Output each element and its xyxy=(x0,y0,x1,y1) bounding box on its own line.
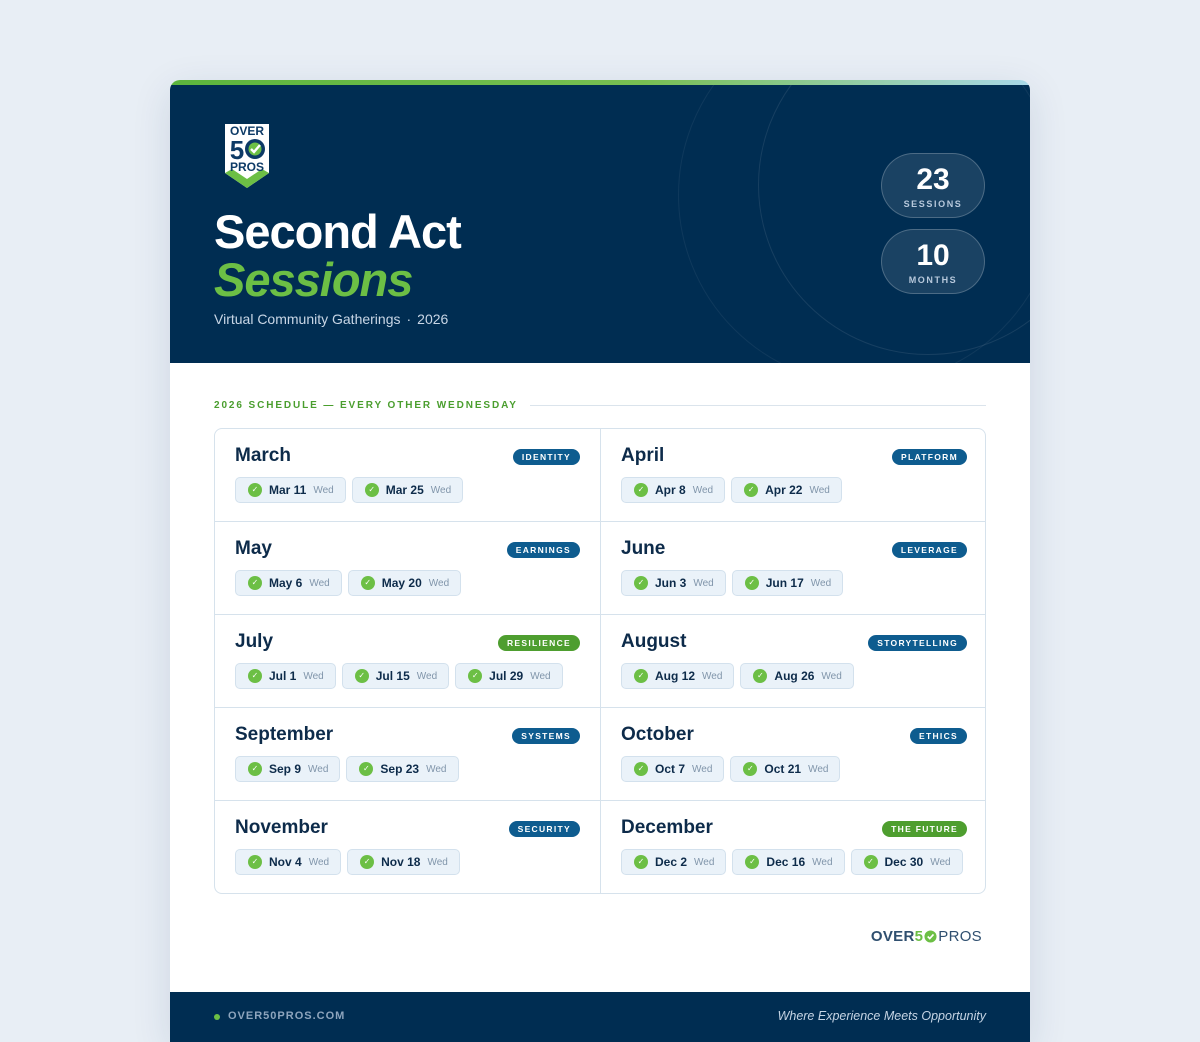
footer-dot-icon xyxy=(214,1014,220,1020)
brand-five: 5 xyxy=(914,928,924,945)
session-list xyxy=(235,663,563,689)
session-date: Sep 9 xyxy=(269,762,302,776)
check-icon: ✓ xyxy=(744,483,758,497)
month-name: July xyxy=(235,631,274,652)
page-title-line1: Second Act xyxy=(214,205,461,258)
check-icon: ✓ xyxy=(248,576,262,590)
session-chip[interactable] xyxy=(235,477,346,503)
session-chip[interactable] xyxy=(732,849,844,875)
session-chip[interactable] xyxy=(347,849,460,875)
session-date: Nov 4 xyxy=(269,855,302,869)
check-icon: ✓ xyxy=(743,762,757,776)
theme-tag: RESILIENCE xyxy=(498,635,580,651)
check-icon: ✓ xyxy=(248,855,262,869)
theme-tag: SECURITY xyxy=(509,821,580,837)
session-weekday: Wed xyxy=(930,856,951,868)
session-date: Jun 3 xyxy=(655,576,687,590)
month-name: August xyxy=(621,631,687,652)
session-list xyxy=(235,570,461,596)
footer xyxy=(170,992,1030,1042)
session-date: Jul 29 xyxy=(489,669,524,683)
session-chip[interactable] xyxy=(621,477,725,503)
month-name: March xyxy=(235,445,291,466)
month-card-april xyxy=(601,429,986,522)
session-chip[interactable] xyxy=(731,477,842,503)
session-weekday: Wed xyxy=(694,856,715,868)
session-weekday: Wed xyxy=(313,484,334,496)
check-icon: ✓ xyxy=(745,855,759,869)
session-chip[interactable] xyxy=(342,663,449,689)
theme-tag: STORYTELLING xyxy=(868,635,967,651)
theme-tag: PLATFORM xyxy=(892,449,967,465)
session-chip[interactable] xyxy=(346,756,458,782)
session-date: Apr 22 xyxy=(765,483,803,497)
month-card-december xyxy=(601,801,986,894)
session-weekday: Wed xyxy=(308,763,329,775)
session-weekday: Wed xyxy=(810,577,832,589)
logo-pros-text: PROS xyxy=(229,160,265,174)
footer-tagline: Where Experience Meets Opportunity xyxy=(777,1009,986,1023)
check-icon: ✓ xyxy=(248,762,262,776)
session-date: Sep 23 xyxy=(380,762,420,776)
session-weekday: Wed xyxy=(308,856,330,868)
month-card-may xyxy=(215,522,601,615)
check-icon: ✓ xyxy=(248,483,262,497)
session-weekday: Wed xyxy=(428,577,450,589)
decorative-ring xyxy=(678,85,1030,363)
stat-months xyxy=(881,229,985,294)
session-chip[interactable] xyxy=(730,756,840,782)
session-weekday: Wed xyxy=(808,763,829,775)
subtitle-text: Virtual Community Gatherings xyxy=(214,311,401,327)
session-date: Mar 25 xyxy=(385,483,424,497)
theme-tag: SYSTEMS xyxy=(512,728,580,744)
month-name: November xyxy=(235,817,328,838)
session-weekday: Wed xyxy=(426,763,447,775)
session-weekday: Wed xyxy=(303,670,324,682)
month-card-october xyxy=(601,708,986,801)
check-icon: ✓ xyxy=(634,576,648,590)
hero-header xyxy=(170,85,1030,363)
check-icon: ✓ xyxy=(745,576,759,590)
stat-months-value: 10 xyxy=(916,239,950,272)
theme-tag: EARNINGS xyxy=(507,542,580,558)
session-weekday: Wed xyxy=(309,577,330,589)
over50pros-logo xyxy=(222,121,272,191)
logo-five-text: 5 xyxy=(229,135,245,165)
session-date: Dec 30 xyxy=(884,855,924,869)
session-weekday: Wed xyxy=(416,670,438,682)
session-date: Apr 8 xyxy=(655,483,686,497)
check-icon: ✓ xyxy=(365,483,379,497)
session-weekday: Wed xyxy=(692,763,713,775)
session-date: Aug 12 xyxy=(655,669,696,683)
stat-sessions-label: SESSIONS xyxy=(903,199,963,209)
check-icon: ✓ xyxy=(634,855,648,869)
month-card-june xyxy=(601,522,986,615)
heading-divider xyxy=(530,405,986,406)
logo-over-text: OVER xyxy=(229,124,265,138)
session-list xyxy=(235,477,463,503)
check-icon: ✓ xyxy=(634,483,648,497)
stat-months-label: MONTHS xyxy=(908,275,958,285)
session-chip[interactable] xyxy=(732,570,843,596)
check-icon: ✓ xyxy=(360,855,374,869)
month-card-july xyxy=(215,615,601,708)
session-date: Dec 2 xyxy=(655,855,688,869)
session-date: Aug 26 xyxy=(774,669,815,683)
page-title-line2: Sessions xyxy=(214,253,413,306)
session-chip[interactable] xyxy=(621,756,724,782)
session-weekday: Wed xyxy=(530,670,551,682)
session-chip[interactable] xyxy=(348,570,461,596)
check-icon: ✓ xyxy=(248,669,262,683)
subtitle-separator: · xyxy=(406,311,412,327)
session-chip[interactable] xyxy=(851,849,963,875)
subtitle-year: 2026 xyxy=(417,311,449,327)
session-date: Jul 15 xyxy=(375,669,410,683)
session-weekday: Wed xyxy=(692,484,714,496)
session-list xyxy=(621,663,854,689)
session-list xyxy=(621,849,963,875)
theme-tag: IDENTITY xyxy=(513,449,580,465)
brand-mark xyxy=(871,928,982,945)
month-grid xyxy=(214,428,986,894)
session-list xyxy=(621,477,842,503)
session-weekday: Wed xyxy=(821,670,842,682)
stat-sessions-value: 23 xyxy=(916,163,950,196)
month-card-march xyxy=(215,429,601,522)
session-chip[interactable] xyxy=(235,756,340,782)
session-list xyxy=(621,570,843,596)
month-name: April xyxy=(621,445,665,466)
session-list xyxy=(235,756,459,782)
session-date: Mar 11 xyxy=(269,483,307,497)
check-icon: ✓ xyxy=(753,669,767,683)
month-name: December xyxy=(621,817,713,838)
month-card-september xyxy=(215,708,601,801)
schedule-heading-text: 2026 SCHEDULE — EVERY OTHER WEDNESDAY xyxy=(214,399,518,411)
session-list xyxy=(235,849,460,875)
month-name: June xyxy=(621,538,666,559)
month-name: October xyxy=(621,724,694,745)
check-icon: ✓ xyxy=(361,576,375,590)
session-date: Jul 1 xyxy=(269,669,297,683)
theme-tag: LEVERAGE xyxy=(892,542,967,558)
session-chip[interactable] xyxy=(740,663,853,689)
stat-sessions xyxy=(881,153,985,218)
page-subtitle xyxy=(214,311,448,327)
session-chip[interactable] xyxy=(621,570,726,596)
schedule-heading xyxy=(214,398,986,412)
check-icon: ✓ xyxy=(864,855,878,869)
check-icon: ✓ xyxy=(468,669,482,683)
session-date: May 6 xyxy=(269,576,303,590)
month-card-november xyxy=(215,801,601,894)
session-weekday: Wed xyxy=(430,484,452,496)
session-weekday: Wed xyxy=(812,856,833,868)
session-list xyxy=(621,756,840,782)
session-weekday: Wed xyxy=(427,856,448,868)
month-name: September xyxy=(235,724,334,745)
check-icon: ✓ xyxy=(355,669,369,683)
session-date: Dec 16 xyxy=(766,855,806,869)
session-chip[interactable] xyxy=(235,849,341,875)
session-date: May 20 xyxy=(381,576,422,590)
brand-pros: PROS xyxy=(938,928,982,945)
session-chip[interactable] xyxy=(235,663,336,689)
brand-check-icon xyxy=(924,930,937,943)
session-date: Jun 17 xyxy=(765,576,804,590)
session-chip[interactable] xyxy=(352,477,463,503)
brand-over: OVER xyxy=(870,928,915,945)
schedule-card xyxy=(170,80,1030,1042)
theme-tag: ETHICS xyxy=(910,728,967,744)
theme-tag: THE FUTURE xyxy=(882,821,967,837)
check-icon: ✓ xyxy=(634,762,648,776)
month-card-august xyxy=(601,615,986,708)
session-chip[interactable] xyxy=(621,849,726,875)
session-chip[interactable] xyxy=(621,663,734,689)
check-icon: ✓ xyxy=(359,762,373,776)
session-weekday: Wed xyxy=(702,670,723,682)
footer-website-link[interactable]: OVER50PROS.COM xyxy=(228,1010,346,1022)
session-date: Nov 18 xyxy=(381,855,421,869)
check-icon: ✓ xyxy=(634,669,648,683)
session-chip[interactable] xyxy=(455,663,562,689)
session-weekday: Wed xyxy=(693,577,714,589)
session-weekday: Wed xyxy=(809,484,830,496)
session-date: Oct 7 xyxy=(655,762,686,776)
session-date: Oct 21 xyxy=(764,762,802,776)
month-name: May xyxy=(235,538,272,559)
session-chip[interactable] xyxy=(235,570,342,596)
